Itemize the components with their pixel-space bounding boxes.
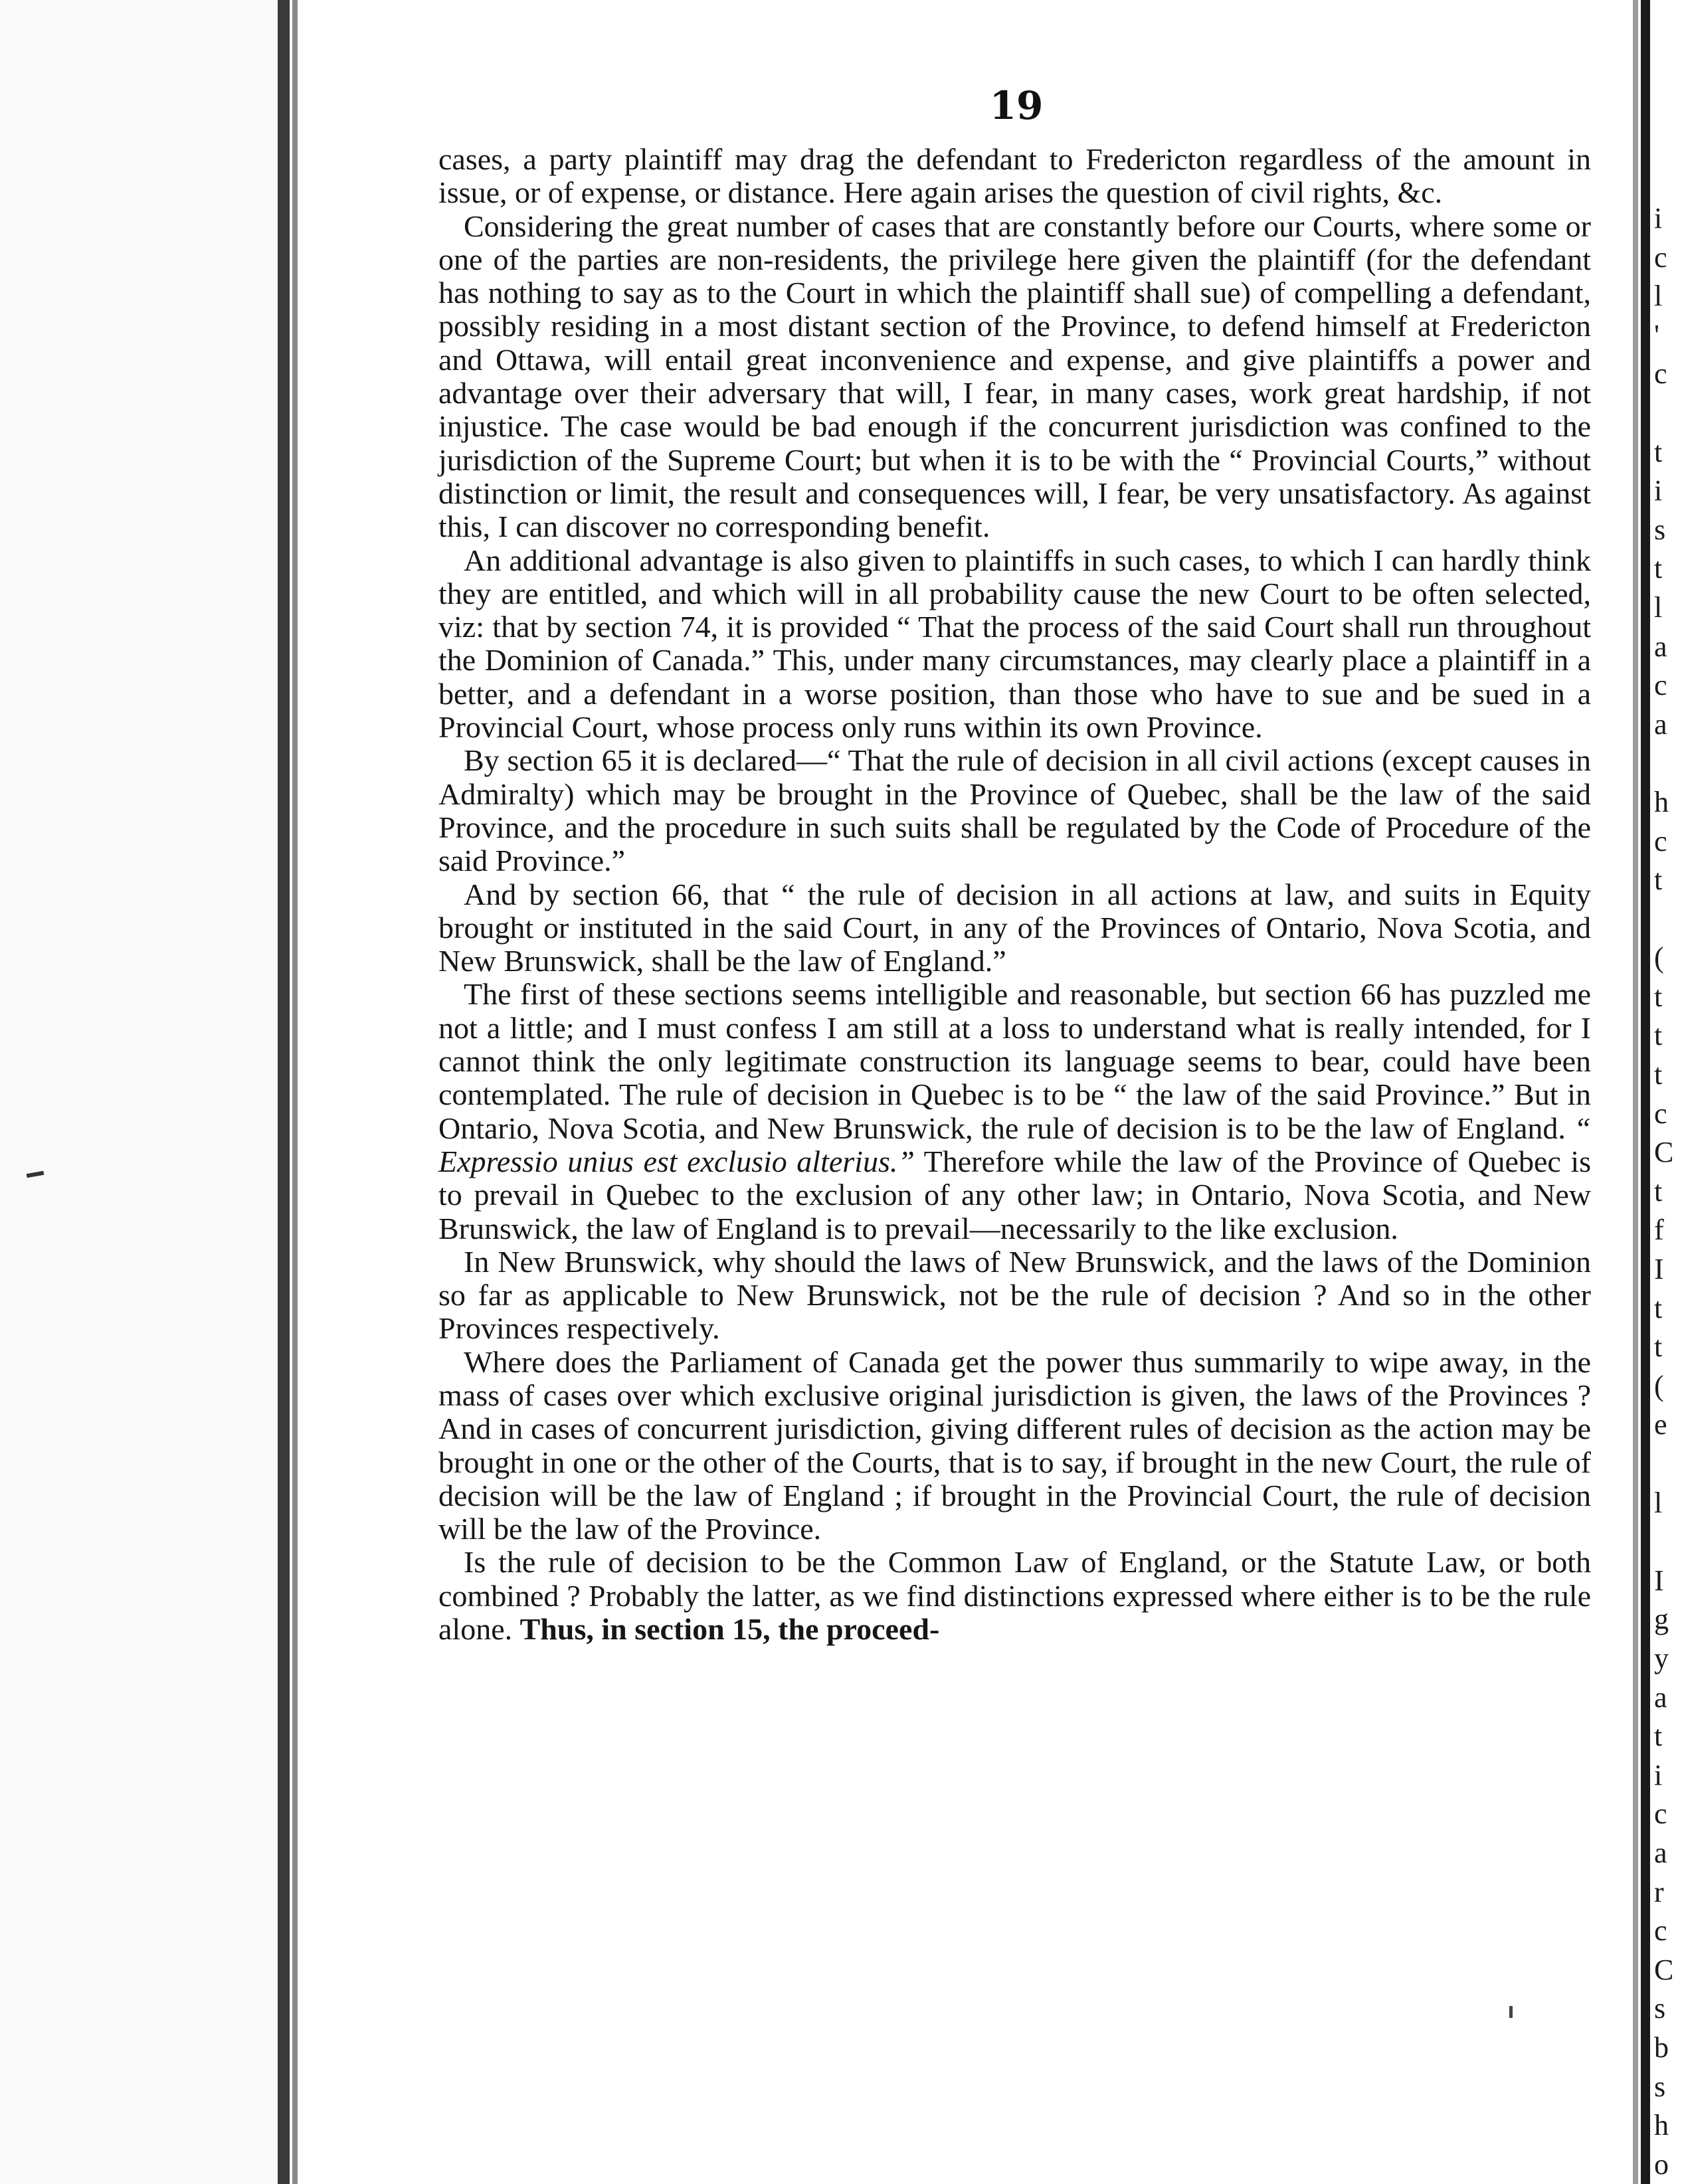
margin-fragment: t [1654, 1019, 1663, 1052]
margin-fragment: f [1654, 1214, 1664, 1247]
margin-fragment: s [1654, 1992, 1666, 2025]
page-binding-edge [278, 0, 290, 2184]
margin-fragment: o [1654, 2147, 1669, 2181]
paragraph: An additional advantage is also given to plaintiffs in such cases, to which I can hardly think they are entitled, and which will in all probability cause the new Court to be often selected, viz: that by section 74, it is provided “ That the process of the said Court shall run throughout the Dominion of Canada.” This, under many circumstances, may clearly place a plaintiff in a better, and a defendant in a worse position, than those who have to sue and be sued in a Provincial Court, whose process only runs within its own Province. [438, 543, 1591, 745]
margin-fragment: y [1654, 1641, 1669, 1675]
margin-fragment: a [1654, 630, 1667, 663]
paragraph-text-bold: Thus, in section 15, the proceed- [519, 1612, 940, 1647]
margin-fragment: r [1654, 1875, 1664, 1908]
margin-fragment: l [1654, 280, 1663, 313]
margin-fragment: I [1654, 1253, 1664, 1286]
margin-fragment: C [1654, 1953, 1674, 1986]
page-binding-shadow [292, 0, 298, 2184]
margin-fragment: c [1654, 240, 1667, 274]
paragraph: cases, a party plaintiff may drag the defendant to Fredericton regardless of the amount in issue, or of expense, or distance. Here again arises the question of civil rights, &c. [438, 142, 1591, 210]
margin-fragment: c [1654, 357, 1667, 391]
margin-fragment: t [1654, 864, 1663, 897]
latin-quote: “ Expressio unius est exclusio alterius.” [438, 1111, 1592, 1178]
margin-fragment: ( [1654, 941, 1664, 974]
margin-fragment: ' [1654, 318, 1659, 351]
paragraph-with-quote [438, 978, 1591, 1245]
margin-fragment: i [1654, 202, 1663, 234]
paragraph: Considering the great number of cases that are constantly before our Courts, where some or one of the parties are non-residents, the privilege here given the plaintiff (for the defendant has nothing to say as to the Court in which the plaintiff shall sue) of compelling a defendant, possibly residing in a most distant section of the Province, to defend himself at Fredericton and Ottawa, will entail great inconvenience and expense, and give plaintiffs a power and advantage over their adversary that will, I fear, in many cases, work great hardship, if not injustice. The case would be bad enough if the concurrent jurisdiction was confined to the jurisdiction of the Supreme Court; but when it is to be with the “ Provincial Courts,” without distinction or limit, the result and consequences will, I fear, be very unsatisfactory. As against this, I can discover no corresponding benefit. [438, 209, 1591, 544]
margin-fragment: c [1654, 669, 1667, 702]
margin-fragment: t [1654, 1058, 1663, 1091]
paragraph-text: Therefore while the law of the Province of Quebec is to prevail in Quebec to the exclusion of any other law; in Ontario, Nova Scotia, and New Brunswick, the law of England is to prevail—necessarily to the like exclusion. [438, 1144, 1591, 1245]
margin-fragment: h [1654, 2109, 1669, 2142]
margin-fragment: c [1654, 824, 1667, 858]
right-page-gutter [1641, 0, 1650, 2184]
margin-fragment: i [1654, 1758, 1663, 1791]
margin-fragment: t [1654, 1291, 1663, 1324]
margin-fragment: t [1654, 1330, 1663, 1364]
margin-fragment: s [1654, 2070, 1666, 2103]
margin-fragment: i [1654, 474, 1663, 507]
margin-fragment: l [1654, 1486, 1663, 1519]
margin-fragment: s [1654, 513, 1666, 546]
page-number: 19 [989, 83, 1044, 128]
margin-fragment: c [1654, 1914, 1667, 1948]
margin-fragment: I [1654, 1564, 1664, 1597]
margin-fragment: c [1654, 1097, 1667, 1130]
paragraph: And by section 66, that “ the rule of decision in all actions at law, and suits in Equity brought or instituted in the said Court, in any of the Provinces of Ontario, Nova Scotia, and New Brunswick, shall be the law of England.” [438, 877, 1591, 978]
margin-fragment: t [1654, 1720, 1663, 1753]
margin-fragment [1654, 394, 1682, 433]
paragraph-final [438, 1546, 1591, 1646]
margin-fragment: ( [1654, 1369, 1664, 1402]
adjacent-page-margin-letters [1654, 199, 1682, 2184]
margin-fragment: e [1654, 1408, 1667, 1441]
margin-fragment [1654, 1445, 1682, 1484]
margin-fragment: g [1654, 1603, 1669, 1636]
paragraph-text: The first of these sections seems intelligible and reasonable, but section 66 has puzzled me not a little; and I must confess I am still at a loss to understand what is really intended, for I cannot think the only legitimate construction its language seems to bear, could have been contemplated. The rule of decision in Quebec is to be “ the law of the said Province.” But in Ontario, Nova Scotia, and New Brunswick, the rule of decision is to be the law of England. [438, 977, 1591, 1145]
margin-fragment: t [1654, 980, 1663, 1013]
margin-fragment: t [1654, 1174, 1663, 1208]
margin-fragment [1654, 744, 1682, 783]
scan-left-margin [0, 0, 278, 2184]
right-page-edge-shadow [1633, 0, 1638, 2184]
margin-fragment: a [1654, 1681, 1667, 1714]
paragraph: By section 65 it is declared—“ That the rule of decision in all civil actions (except causes in Admiralty) which may be brought in the Province of Quebec, shall be the law of the said Province, and the procedure in such suits shall be regulated by the Code of Procedure of the said Province.” [438, 743, 1591, 878]
margin-fragment [1654, 900, 1682, 939]
paragraph: Where does the Parliament of Canada get the power thus summarily to wipe away, in the mass of cases over which exclusive original jurisdiction is given, the laws of the Provinces ? And in cases of concurrent jurisdiction, giving different rules of decision as the action may be brought in one or the other of the Courts, that is to say, if brought in the new Court, the rule of decision will be the law of England ; if brought in the Provincial Court, the rule of decision will be the law of the Province. [438, 1344, 1591, 1546]
margin-fragment: C [1654, 1136, 1674, 1169]
margin-fragment: t [1654, 552, 1663, 585]
margin-fragment: a [1654, 1836, 1667, 1869]
margin-fragment: b [1654, 2031, 1669, 2064]
paragraph-text: Is the rule of decision to be the Common Law of England, or the Statute Law, or both combined ? Probably the latter, as we find distinctions expressed where either is to be the rule alone. [438, 1545, 1591, 1647]
margin-fragment: h [1654, 785, 1669, 818]
margin-fragment: t [1654, 435, 1663, 468]
paragraph: In New Brunswick, why should the laws of New Brunswick, and the laws of the Dominion so far as applicable to New Brunswick, not be the rule of decision ? And so in the other Provinces respectively. [438, 1244, 1591, 1346]
stray-ink-dot [1509, 2006, 1513, 2018]
margin-fragment: a [1654, 707, 1667, 741]
body-text [438, 143, 1591, 1646]
margin-fragment [1654, 1522, 1682, 1562]
margin-fragment: c [1654, 1797, 1667, 1831]
margin-fragment: l [1654, 591, 1663, 624]
